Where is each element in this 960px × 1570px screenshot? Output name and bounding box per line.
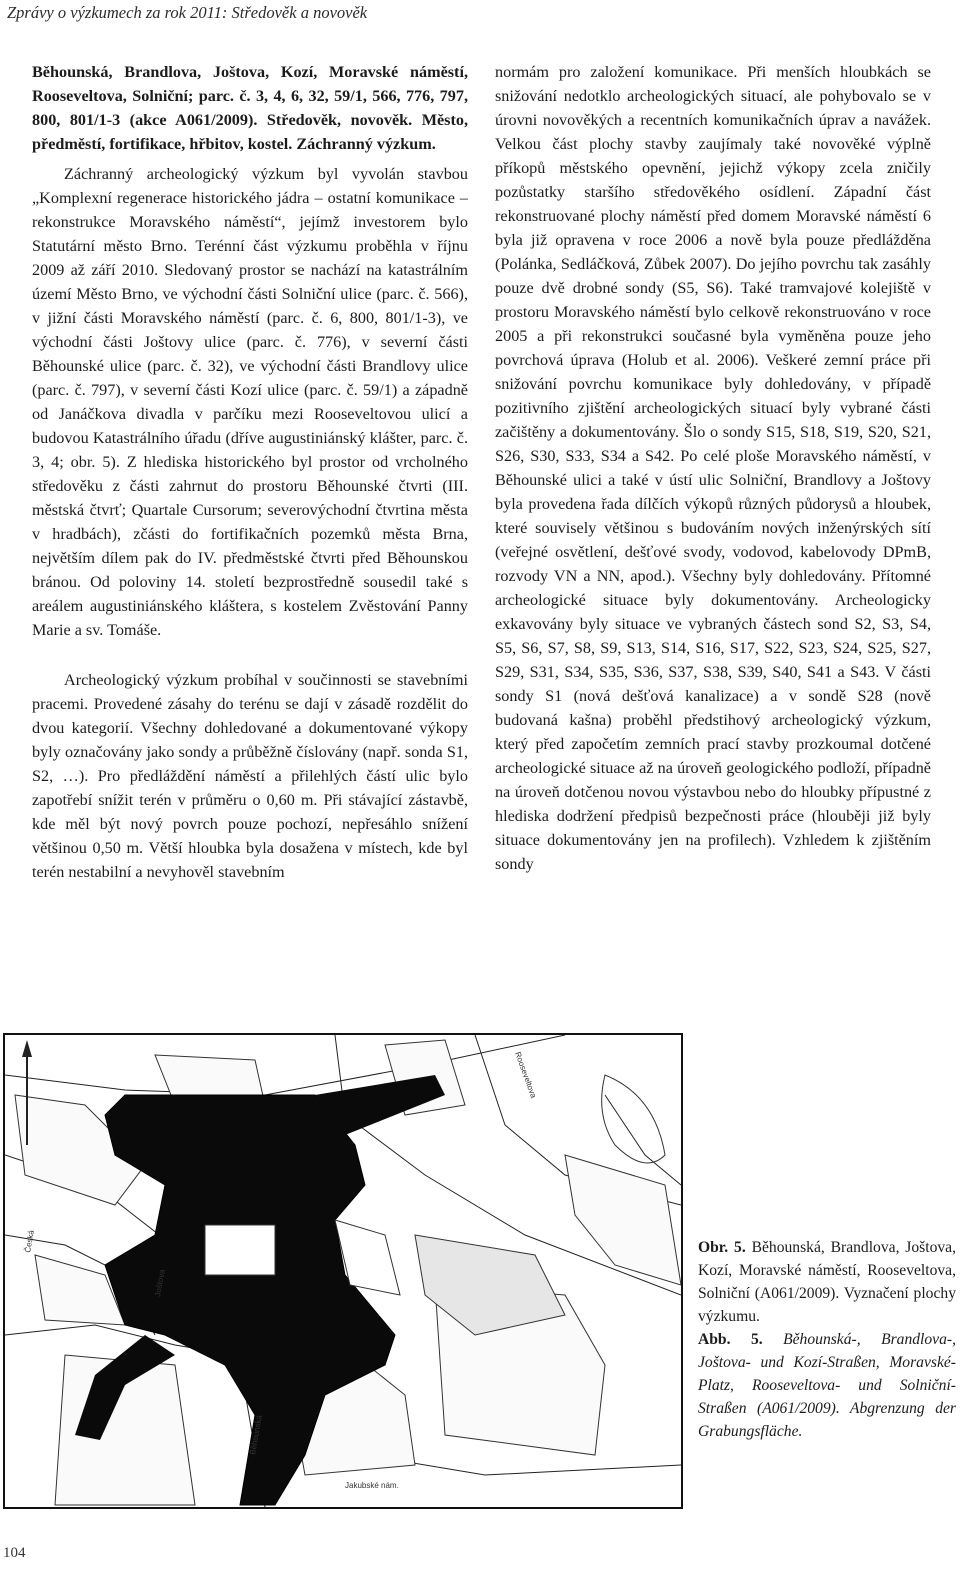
caption-de bbox=[698, 1328, 956, 1443]
site-map bbox=[5, 1035, 681, 1507]
right-column bbox=[495, 60, 931, 876]
street-label: Jakubské nám. bbox=[345, 1481, 399, 1490]
paragraph-3: normám pro založení komunikace. Při menších hloubkách se snižování nedotklo archeologických situací, ale pohybovalo se v úrovni novověkých a recentních komunikačních úprav a navážek. Velkou část plochy stavby zaujímaly také novověké výplně příkopů městského opevnění, jejichž výkopy zcela zničily pozůstatky staršího středověkého osídlení. Západní část rekonstruované plochy náměstí před domem Moravské náměstí 6 byla již opravena v roce 2006 a nově byla pouze předlážděna (Polánka, Sedláčková, Zůbek 2007). Do jejího povrchu tak zasáhly pouze dvě drobné sondy (S5, S6). Také tramvajové kolejiště v prostoru Moravského náměstí bylo celkově rekonstruováno v roce 2005 a při rekonstrukci současné byla vyměněna pouze jeho povrchová úprava (Holub et al. 2006). Veškeré zemní práce při snižování povrchu komunikace byly dohledovány, v případě pozitivního zjištění archeologických situací byly vybrané části začištěny a dokumentovány. Šlo o sondy S15, S18, S19, S20, S21, S26, S30, S33, S34 a S42. Po celé ploše Moravského náměstí, v Běhounské ulici a také v ústí ulic Solniční, Brandlovy a Joštovy byla provedena řada dílčích výkopů různých půdorysů a hloubek, které souvisely většinou s budováním nových inženýrských sítí (veřejné osvětlení, dešťové svody, vodovod, kabelovody DPmB, rozvody VN a NN, apod.). Všechny byly dohledovány. Přítomné archeologické situace byly dokumentovány. Archeologicky exkavovány byly situace ve vybraných částech sond S2, S3, S4, S5, S6, S7, S8, S9, S13, S14, S16, S17, S22, S23, S24, S25, S27, S29, S31, S34, S35, S36, S37, S38, S39, S40, S41 a S43. V části sondy S1 (nová dešťová kanalizace) a v sondě S28 (nově budovaná kašna) proběhl předstihový archeologický výzkum, který před započetím zemních prací stavby prozkoumal dotčené archeologické situace až na úroveň geologického podloží, případně na úroveň dotčenou novou výstavbou nebo do hloubky přípustné z hlediska dodržení předpisů bezpečnosti práce (hlouběji již byly situace dokumentovány jen na profilech). Vzhledem k zjištěním sondy bbox=[495, 63, 931, 873]
paragraph-2: Archeologický výzkum probíhal v součinnosti se stavebními pracemi. Provedené zásahy do terénu se dají v zásadě rozdělit do dvou kategorií. Všechny dohledované a dokumentované výkopy byly označovány jako sondy a průběžně číslovány (např. sonda S1, S2, …). Pro předláždění náměstí a přilehlých částí ulic bylo zapotřebí snížit terén v průměru o 0,60 m. Při stávající zástavbě, kde měl být nový povrch pouze pochozí, nepřesáhlo snížení většinou 0,50 m. Větší hloubka byla dosažena v místech, kde byl terén nestabilní a nevyhověl stavebním bbox=[32, 671, 468, 881]
figure-caption bbox=[698, 1236, 956, 1443]
left-column bbox=[32, 60, 468, 884]
caption-text-cz: Běhounská, Brandlova, Joštova, Kozí, Moravské náměstí, Rooseveltova, Solniční (A061/2009). Vyznačení plochy výzkumu. bbox=[698, 1239, 956, 1325]
street-label: Běhounská bbox=[248, 1414, 264, 1456]
site-map-figure bbox=[3, 1033, 683, 1509]
caption-label-cz: Obr. 5. bbox=[698, 1239, 746, 1256]
page-number: 104 bbox=[3, 1545, 26, 1561]
street-label: Joštova bbox=[153, 1268, 167, 1298]
street-label: Rooseveltova bbox=[513, 1050, 539, 1100]
caption-label-de: Abb. 5. bbox=[698, 1331, 763, 1348]
caption-text-de: Běhounská-, Brandlova-, Joštova- und Kozí-Straßen, Moravské-Platz, Rooseveltova- und Solniční-Straßen (A061/2009). Abgrenzung der Grabungsfläche. bbox=[698, 1331, 956, 1440]
caption-cz bbox=[698, 1236, 956, 1328]
running-head: Zprávy o výzkumech za rok 2011: Středověk a novověk bbox=[7, 3, 368, 22]
paragraph-1: Záchranný archeologický výzkum byl vyvolán stavbou „Komplexní regenerace historického jádra – ostatní komunikace – rekonstrukce Moravského náměstí“, jejímž investorem bylo Statutární město Brno. Terénní část výzkumu proběhla v říjnu 2009 až září 2010. Sledovaný prostor se nachází na katastrálním území Město Brno, ve východní části Solniční ulice (parc. č. 566), v jižní části Moravského náměstí (parc. č. 6, 800, 801/1-3), ve východní části Joštovy ulice (parc. č. 776), v severní části Běhounské ulice (parc. č. 32), ve východní části Brandlovy ulice (parc. č. 797), v severní části Kozí ulice (parc. č. 59/1) a západně od Janáčkova divadla v parčíku mezi Rooseveltovou ulicí a budovou Katastrálního úřadu (dříve augustiniánský klášter, parc. č. 3, 4; obr. 5). Z hlediska historického byl prostor od vrcholného středověku z části zahrnut do prostoru Běhounské čtvrti (III. městská čtvrť; Quartale Cursorum; severovýchodní čtvrtina města v hradbách), zčásti do fortifikačních pozemků města Brna, největším dílem pak do IV. předměstské čtvrti před Běhounskou bránou. Od poloviny 14. století bezprostředně sousedil také s areálem augustiniánského kláštera, s kostelem Zvěstování Panny Marie a sv. Tomáše. bbox=[32, 165, 468, 639]
street-label: Česká bbox=[23, 1229, 36, 1254]
article-heading: Běhounská, Brandlova, Joštova, Kozí, Moravské náměstí, Rooseveltova, Solniční; parc. č. 3, 4, 6, 32, 59/1, 566, 776, 797, 800, 801/1-3 (akce A061/2009). Středověk, novověk. Město, předměstí, fortifikace, hřbitov, kostel. Záchranný výzkum. bbox=[32, 63, 468, 153]
